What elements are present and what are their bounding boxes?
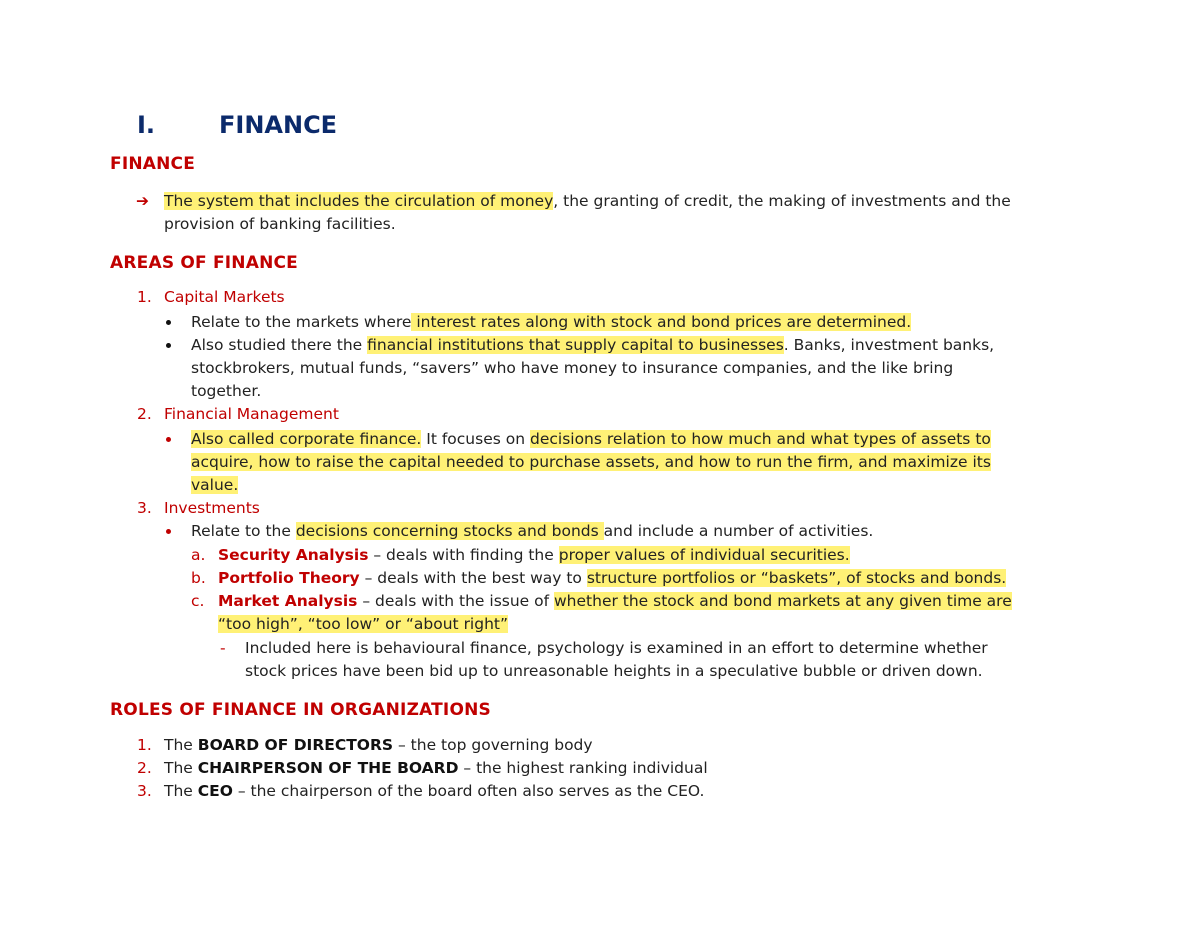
area-1-bullet-1-text: Relate to the markets where: [191, 313, 412, 331]
role-3-line: [164, 780, 704, 802]
roles-heading: ROLES OF FINANCE IN ORGANIZATIONS: [110, 700, 491, 720]
sub-b-letter: b.: [191, 569, 206, 587]
area-1-bullet-1-highlight: interest rates along with stock and bond prices are determined.: [411, 313, 912, 331]
role-1-bold: BOARD OF DIRECTORS: [197, 736, 394, 754]
sub-b-name: Portfolio Theory: [218, 569, 360, 587]
area-1-bullet-2-rest: . Banks, investment banks,: [783, 336, 995, 354]
role-3-number: 3.: [137, 782, 152, 800]
role-3-rest: – the chairperson of the board often also serves as the CEO.: [232, 782, 705, 800]
role-2-line: [164, 757, 708, 779]
bullet-icon: [166, 529, 171, 534]
sub-b-line: [218, 567, 1006, 589]
bullet-icon: [166, 437, 171, 442]
sub-a-text: – deals with finding the: [368, 546, 559, 564]
sub-c-text: – deals with the issue of: [357, 592, 554, 610]
area-1-bullet-1: [191, 311, 911, 333]
sub-b-highlight: structure portfolios or “baskets”, of stocks and bonds.: [586, 569, 1007, 587]
dash-marker: -: [220, 639, 226, 657]
area-3-bullet-text: Relate to the: [191, 522, 296, 540]
page-title: FINANCE: [219, 111, 338, 139]
bullet-icon: [166, 343, 171, 348]
finance-heading: FINANCE: [110, 154, 196, 174]
area-2-bullet-1-line3: [191, 474, 238, 496]
note-line2: stock prices have been bid up to unreasonable heights in a speculative bubble or driven down.: [245, 662, 983, 680]
sub-a-highlight: proper values of individual securities.: [558, 546, 850, 564]
area-2-bullet-line2-highlight: acquire, how to raise the capital needed to purchase assets, and how to run the firm, and maximize its: [191, 453, 991, 471]
role-1-pre: The: [164, 736, 198, 754]
finance-definition-highlight: The system that includes the circulation of money: [164, 192, 554, 210]
role-2-rest: – the highest ranking individual: [458, 759, 708, 777]
area-2-bullet-1-line2: [191, 451, 991, 473]
area-3-number: 3.: [137, 499, 152, 517]
area-3-title: Investments: [164, 499, 260, 517]
sub-a-line: [218, 544, 850, 566]
area-1-bullet-2-line3: together.: [191, 382, 262, 400]
title-number: I.: [137, 111, 156, 139]
area-2-bullet-highlight-2: decisions relation to how much and what types of assets to: [529, 430, 991, 448]
sub-c-line1: [218, 590, 1012, 612]
area-1-bullet-2-line1: [191, 334, 994, 356]
sub-a-name: Security Analysis: [218, 546, 369, 564]
finance-definition-line2: provision of banking facilities.: [164, 215, 396, 233]
role-1-rest: – the top governing body: [393, 736, 593, 754]
bullet-icon: [166, 320, 171, 325]
role-1-number: 1.: [137, 736, 152, 754]
area-2-number: 2.: [137, 405, 152, 423]
area-2-bullet-highlight: Also called corporate finance.: [191, 430, 422, 448]
areas-heading: AREAS OF FINANCE: [110, 253, 299, 273]
area-1-bullet-2-text: Also studied there the: [191, 336, 368, 354]
role-2-bold: CHAIRPERSON OF THE BOARD: [197, 759, 459, 777]
sub-c-name: Market Analysis: [218, 592, 358, 610]
area-2-bullet-line3-highlight: value.: [191, 476, 239, 494]
sub-c-letter: c.: [191, 592, 205, 610]
sub-c-highlight: whether the stock and bond markets at any given time are: [554, 592, 1012, 610]
area-1-number: 1.: [137, 288, 152, 306]
role-3-bold: CEO: [197, 782, 233, 800]
finance-definition-line1: [164, 190, 1011, 212]
sub-c-line2: [218, 613, 508, 635]
role-3-pre: The: [164, 782, 198, 800]
area-2-bullet-1-line1: [191, 428, 991, 450]
area-2-bullet-text: It focuses on: [421, 430, 530, 448]
area-3-bullet-rest: and include a number of activities.: [603, 522, 874, 540]
finance-definition-rest: , the granting of credit, the making of investments and the: [553, 192, 1011, 210]
area-1-bullet-2-line2: stockbrokers, mutual funds, “savers” who have money to insurance companies, and the like bring: [191, 359, 954, 377]
area-3-bullet-highlight: decisions concerning stocks and bonds: [295, 522, 604, 540]
role-2-number: 2.: [137, 759, 152, 777]
area-3-bullet-1: [191, 520, 873, 542]
arrow-icon: ➔: [136, 192, 149, 210]
role-1-line: [164, 734, 593, 756]
note-line1: Included here is behavioural finance, psychology is examined in an effort to determine whether: [245, 639, 988, 657]
role-2-pre: The: [164, 759, 198, 777]
sub-c-highlight-line2: “too high”, “too low” or “about right”: [218, 615, 509, 633]
area-1-title: Capital Markets: [164, 288, 285, 306]
sub-b-text: – deals with the best way to: [359, 569, 587, 587]
area-1-bullet-2-highlight: financial institutions that supply capital to businesses: [367, 336, 784, 354]
sub-a-letter: a.: [191, 546, 206, 564]
area-2-title: Financial Management: [164, 405, 339, 423]
